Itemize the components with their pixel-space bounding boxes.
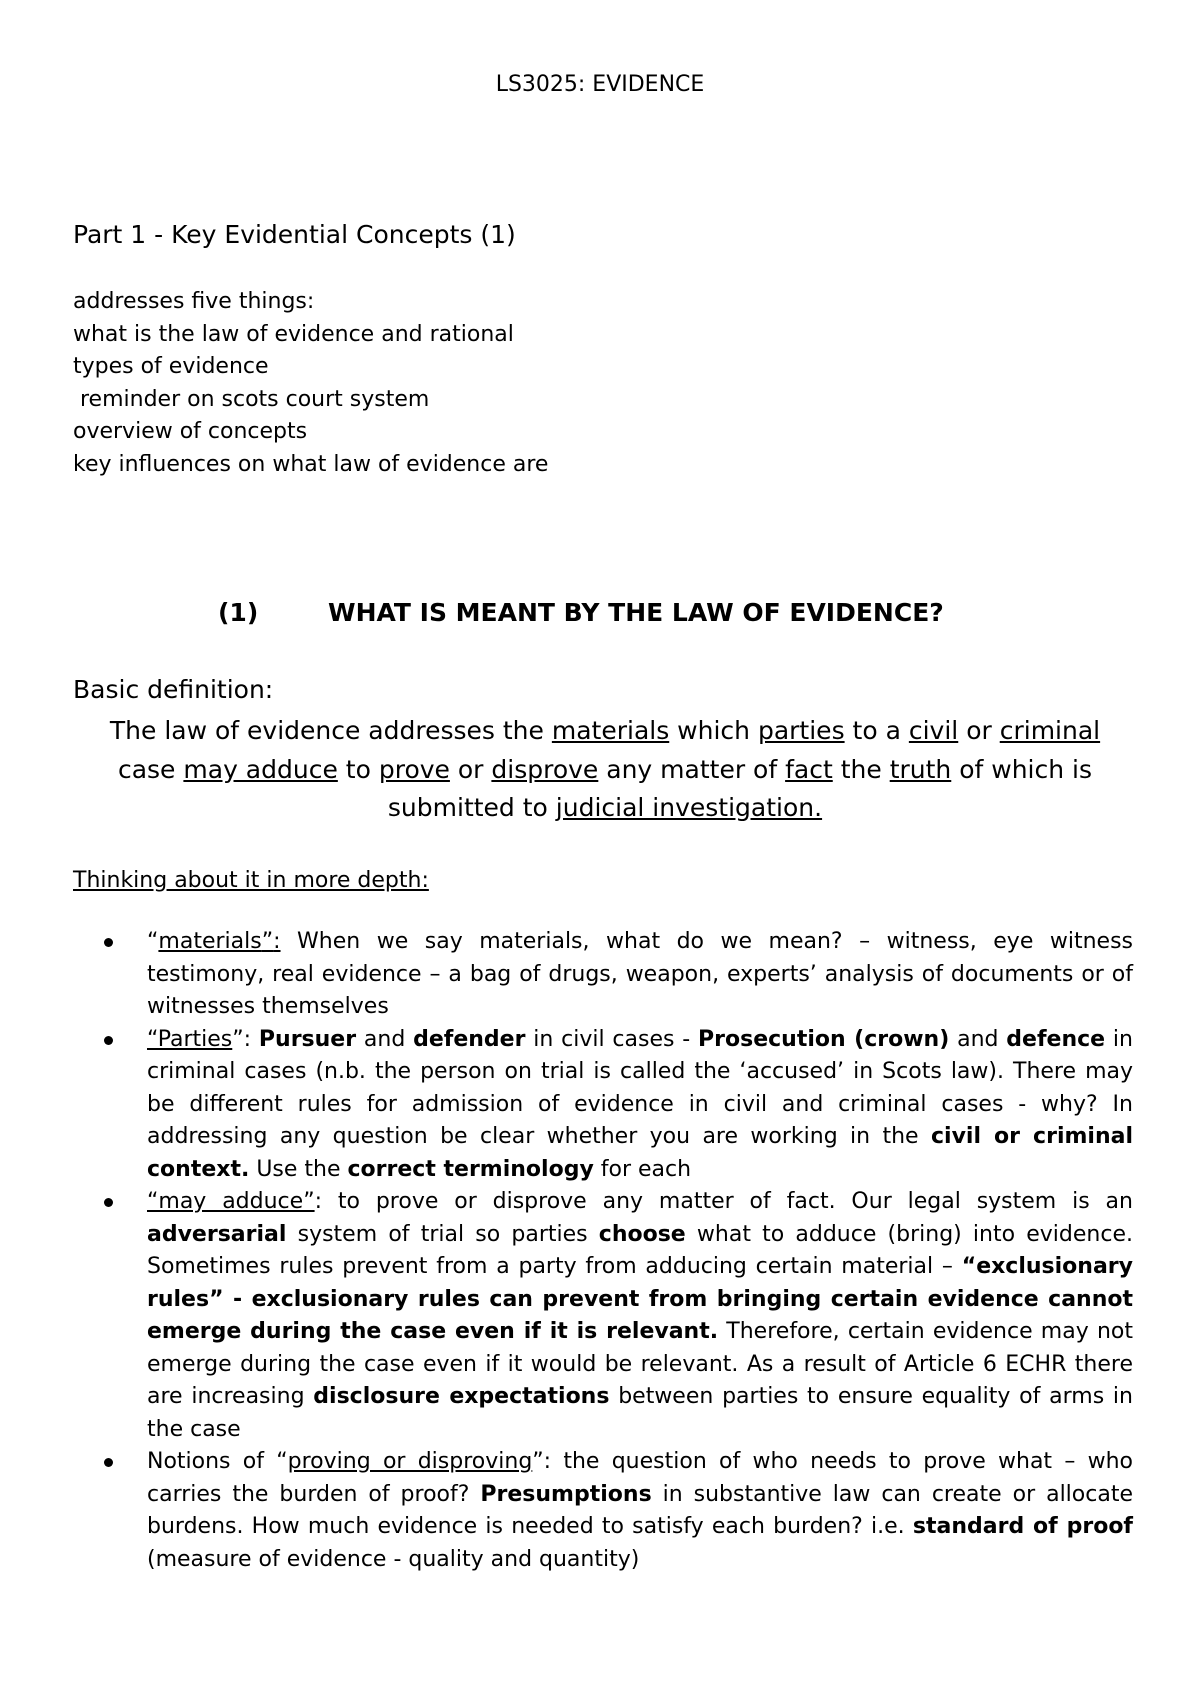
text-run: and — [949, 1026, 1007, 1052]
text-run: of which is submitted to — [387, 754, 1093, 822]
text-run: adversarial — [147, 1221, 287, 1247]
text-run: or — [958, 716, 1000, 745]
bullet-dot — [104, 1458, 113, 1467]
bullet-list — [100, 926, 1133, 1576]
intro-item: overview of concepts — [73, 419, 308, 444]
text-run: disclosure expectations — [313, 1384, 610, 1409]
text-run: which — [669, 716, 758, 745]
text-run: defender — [413, 1026, 526, 1052]
bullet-dot — [104, 938, 113, 947]
text-run: proving or disproving — [287, 1449, 533, 1474]
intro-item: types of evidence — [73, 354, 269, 379]
text-run: and — [356, 1026, 414, 1052]
intro-item: what is the law of evidence and rational — [73, 321, 514, 347]
text-run: materials — [551, 716, 670, 745]
text-run: judicial investigation. — [555, 793, 823, 822]
text-run: parties — [757, 716, 845, 745]
text-run: may adduce — [183, 754, 338, 784]
bullet-item — [100, 1446, 1133, 1576]
text-run: or — [449, 754, 492, 784]
part-title: Part 1 - Key Evidential Concepts (1) — [73, 220, 516, 249]
text-run: ”: the question of who needs to prove what – who carries the burden of proof? — [147, 1449, 1133, 1507]
text-run: : — [273, 929, 281, 954]
bullet-dot — [104, 1036, 113, 1045]
text-run: “may adduce” — [147, 1189, 315, 1214]
text-run: prove — [378, 754, 450, 784]
bullet-text — [147, 1027, 1133, 1182]
text-run: “exclusionary rules” - exclusionary rules can prevent from bringing certain evidence cannot emerge during the case even if it is relevant. — [147, 1254, 1133, 1344]
text-run: criminal — [999, 716, 1101, 745]
text-run: Therefore, certain evidence may not emerge during the case even if it would be relevant. As a result of Article 6 ECHR there are increasing — [147, 1319, 1133, 1409]
text-run: between parties to ensure equality of arms in the case — [147, 1384, 1133, 1442]
intro-item: reminder on scots court system — [73, 386, 430, 412]
text-run: for each — [593, 1156, 692, 1182]
text-run: defence — [1006, 1026, 1106, 1052]
text-run: what to adduce (bring) into evidence. Sometimes rules prevent from a party from adducing certain material – — [147, 1221, 1133, 1279]
text-run: any matter of — [598, 754, 786, 784]
text-run: to — [337, 754, 379, 784]
text-run: case — [117, 754, 184, 784]
depth-heading: Thinking about it in more depth: — [73, 868, 429, 893]
text-run: Presumptions — [480, 1481, 652, 1507]
section-title: WHAT IS MEANT BY THE LAW OF EVIDENCE? — [328, 598, 944, 627]
bullet-text — [147, 929, 1133, 1019]
text-run: : to prove or disprove any matter of fact. Our legal system is an — [314, 1189, 1133, 1214]
bullet-text — [147, 1449, 1133, 1572]
intro-list — [73, 286, 548, 481]
text-run: choose — [598, 1221, 686, 1247]
definition-label: Basic definition: — [73, 675, 274, 704]
section-number: (1) — [218, 598, 259, 627]
text-run: Pursuer — [258, 1026, 357, 1052]
bullet-item — [100, 926, 1133, 1024]
text-run: civil — [908, 716, 959, 745]
text-run: ”: — [232, 1026, 259, 1052]
text-run: ” — [261, 929, 274, 954]
text-run: (measure of evidence - quality and quantity) — [147, 1546, 640, 1572]
text-run: “ — [147, 929, 159, 954]
text-run: “Parties — [147, 1026, 233, 1052]
definition-text — [90, 712, 1120, 828]
text-run: truth — [889, 754, 952, 784]
text-run: Notions of “ — [147, 1449, 288, 1474]
text-run: Prosecution (crown) — [698, 1026, 950, 1052]
text-run: in civil cases - — [525, 1026, 699, 1052]
text-run: The law of evidence addresses the — [109, 716, 552, 745]
intro-item: key influences on what law of evidence are — [73, 451, 549, 477]
bullet-dot — [104, 1198, 113, 1207]
text-run: Use the — [249, 1156, 348, 1182]
bullet-item — [100, 1186, 1133, 1446]
text-run: materials — [158, 929, 262, 954]
text-run: correct terminology — [347, 1156, 594, 1182]
page-header: LS3025: EVIDENCE — [495, 72, 705, 97]
text-run: system of trial so parties — [286, 1221, 599, 1247]
text-run: civil or criminal context. — [147, 1124, 1133, 1182]
text-run: When we say materials, what do we mean? – witness, eye witness testimony, real evidence – a bag of drugs, weapon, experts’ analysis of documents or of witnesses themselves — [147, 929, 1133, 1019]
text-run: in substantive law can create or allocate burdens. How much evidence is needed to satisfy each burden? i.e. — [147, 1481, 1133, 1539]
text-run: in criminal cases (n.b. the person on trial is called the ‘accused’ in Scots law). There may be different rules for admission of evidence in civil and criminal cases - why? In addressing any question be clear whether you are working in the — [147, 1026, 1133, 1149]
intro-lead: addresses five things: — [73, 289, 315, 314]
text-run: disprove — [491, 754, 599, 784]
bullet-item — [100, 1024, 1133, 1187]
section-heading — [218, 596, 944, 630]
text-run: fact — [785, 754, 833, 784]
text-run: to a — [844, 716, 909, 745]
text-run: standard of proof — [912, 1514, 1134, 1539]
text-run: the — [832, 754, 890, 784]
bullet-text — [147, 1189, 1133, 1442]
